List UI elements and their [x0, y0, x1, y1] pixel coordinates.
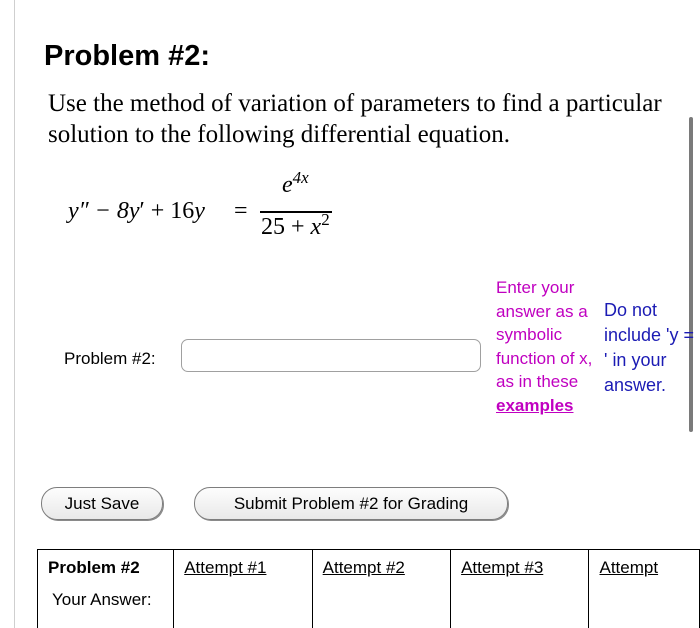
attempt-3-link[interactable]: Attempt #3: [461, 558, 544, 577]
attempt-2-link[interactable]: Attempt #2: [322, 558, 405, 577]
left-border: [14, 0, 15, 628]
eq-lhs-part-3: ′ + 16: [139, 198, 195, 224]
no-y-equals-hint: Do not include 'y = ' in your answer.: [604, 300, 694, 395]
attempt-1-answer: [174, 584, 312, 628]
problem-statement: Use the method of variation of parameters to find a particular solution to the following differential equation.: [48, 90, 662, 148]
just-save-button[interactable]: Just Save: [41, 487, 163, 520]
your-answer-label: Your Answer:: [38, 584, 174, 628]
answer-input[interactable]: [181, 339, 481, 372]
attempt-4-header: [589, 550, 700, 585]
denominator-exponent: 2: [321, 210, 330, 229]
eq-lhs-part-4: y: [194, 198, 205, 224]
attempt-2-header: [312, 550, 450, 585]
submit-for-grading-button[interactable]: Submit Problem #2 for Grading: [194, 487, 508, 520]
attempt-1-header: [174, 550, 312, 585]
attempt-3-answer: [451, 584, 589, 628]
attempt-1-link[interactable]: Attempt #1: [184, 558, 267, 577]
attempts-table: [37, 549, 700, 628]
examples-link[interactable]: examples: [496, 395, 574, 415]
problem-title: Problem #2:: [44, 40, 210, 72]
equation-lhs: [68, 198, 205, 225]
eq-lhs-part-2: y: [128, 198, 140, 224]
answer-format-hint-text: Enter your answer as a symbolic function of x, as in these: [496, 278, 593, 391]
numerator-exponent: 4x: [292, 168, 309, 187]
answer-format-hint: [496, 276, 596, 417]
answer-label: Problem #2:: [64, 349, 156, 368]
eq-lhs-part-1: y″ − 8: [68, 198, 129, 224]
attempts-header-row: [38, 550, 700, 585]
denominator-var: x: [310, 214, 322, 240]
fraction-numerator: [282, 168, 309, 199]
attempt-4-link[interactable]: Attempt: [599, 558, 659, 577]
numerator-base: e: [282, 172, 293, 198]
attempts-row-header: Problem #2: [38, 550, 174, 585]
fraction-denominator: [261, 210, 330, 241]
equation-equals-sign: =: [234, 198, 248, 224]
denominator-const: 25 +: [261, 214, 311, 240]
attempt-3-header: [451, 550, 589, 585]
attempt-4-answer: [589, 584, 700, 628]
attempt-2-answer: [312, 584, 450, 628]
your-answer-row: [38, 584, 700, 628]
